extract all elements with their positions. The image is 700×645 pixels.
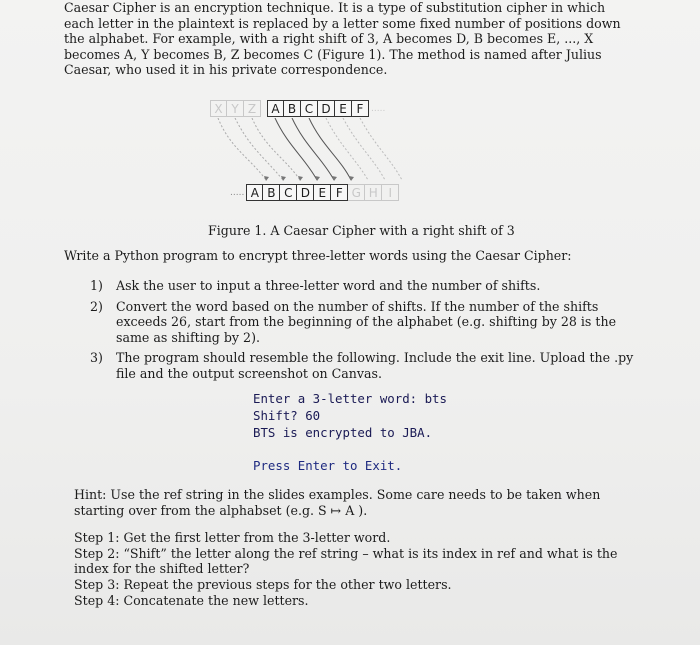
list-item: [90, 278, 638, 294]
item-text: The program should resemble the following. Include the exit line. Upload the .py file and the output screenshot on Canvas.: [116, 350, 634, 381]
letter-cell: D: [318, 100, 335, 117]
letter-cell: A: [246, 184, 263, 201]
faded-letter: Z: [244, 100, 261, 117]
faded-arrow: [235, 118, 283, 180]
faded-letter: Y: [227, 100, 244, 117]
exit-line: Press Enter to Exit.: [253, 458, 403, 473]
task-instruction: Write a Python program to encrypt three-letter words using the Caesar Cipher:: [64, 248, 572, 263]
caesar-figure: [210, 96, 470, 206]
shift-arrow: [292, 118, 334, 180]
letter-cell: C: [301, 100, 318, 117]
faded-arrow: [360, 118, 402, 180]
letter-cell: E: [335, 100, 352, 117]
hint-step: Step 4: Concatenate the new letters.: [74, 592, 309, 608]
letter-cell: B: [263, 184, 280, 201]
shift-arrows: [210, 118, 470, 184]
list-item: [90, 299, 638, 346]
letter-cell: F: [352, 100, 369, 117]
letter-cell: F: [331, 184, 348, 201]
ellipsis: .....: [230, 187, 245, 198]
faded-letter: X: [210, 100, 227, 117]
faded-arrow: [252, 118, 300, 180]
letter-cell: B: [284, 100, 301, 117]
hint-step: Step 2: “Shift” the letter along the ref string – what is its index in ref and what is the index for the shifted letter?: [74, 545, 618, 577]
hint-step: Step 1: Get the first letter from the 3-letter word.: [74, 530, 391, 546]
letter-cell: C: [280, 184, 297, 201]
list-item: [90, 350, 638, 381]
hint-step: Step 3: Repeat the previous steps for the other two letters.: [74, 576, 452, 592]
item-number: 3): [90, 350, 103, 366]
item-number: 2): [90, 298, 103, 314]
ellipsis: .....: [371, 103, 386, 114]
letter-cell: A: [267, 100, 284, 117]
faded-letter: I: [382, 184, 399, 201]
figure-caption: Figure 1. A Caesar Cipher with a right shift of 3: [208, 223, 515, 238]
item-text: Ask the user to input a three-letter word and the number of shifts.: [116, 278, 541, 293]
cipher-alphabet-row: [228, 184, 399, 201]
faded-arrow: [343, 118, 385, 180]
faded-arrow: [326, 118, 368, 180]
requirements-list: [90, 278, 638, 387]
faded-arrow: [218, 118, 266, 180]
intro-text: Caesar Cipher is an encryption technique. It is a type of substitution cipher in which each letter in the plaintext is replaced by a letter some fixed number of positions down the alphabet. For example, with a right shift of 3, A becomes D, B becomes E, ..., X becomes A, Y becomes B, Z becomes C (Figure 1). The method is named after Julius Caesar, who used it in his private correspondence.: [64, 0, 621, 78]
faded-letter: G: [348, 184, 365, 201]
hint-section: [74, 487, 634, 608]
item-text: Convert the word based on the number of shifts. If the number of the shifts exceeds 26, start from the beginning of the alphabet (e.g. shifting by 28 is the same as shifting by 2).: [116, 298, 617, 345]
shift-arrow: [275, 118, 317, 180]
letter-cell: E: [314, 184, 331, 201]
console-line: BTS is encrypted to JBA.: [253, 425, 433, 440]
shift-arrow: [309, 118, 351, 180]
hint-text: Hint: Use the ref string in the slides examples. Some care needs to be taken when starting over from the alphabset (e.g. S ↦ A ).: [74, 487, 601, 518]
console-line: Shift? 60: [253, 408, 321, 423]
sample-output: [253, 390, 447, 474]
console-line: Enter a 3-letter word: bts: [253, 391, 447, 406]
faded-letter: H: [365, 184, 382, 201]
letter-cell: D: [297, 184, 314, 201]
plain-alphabet-row: [210, 100, 387, 117]
intro-paragraph: [64, 0, 636, 78]
item-number: 1): [90, 278, 103, 293]
